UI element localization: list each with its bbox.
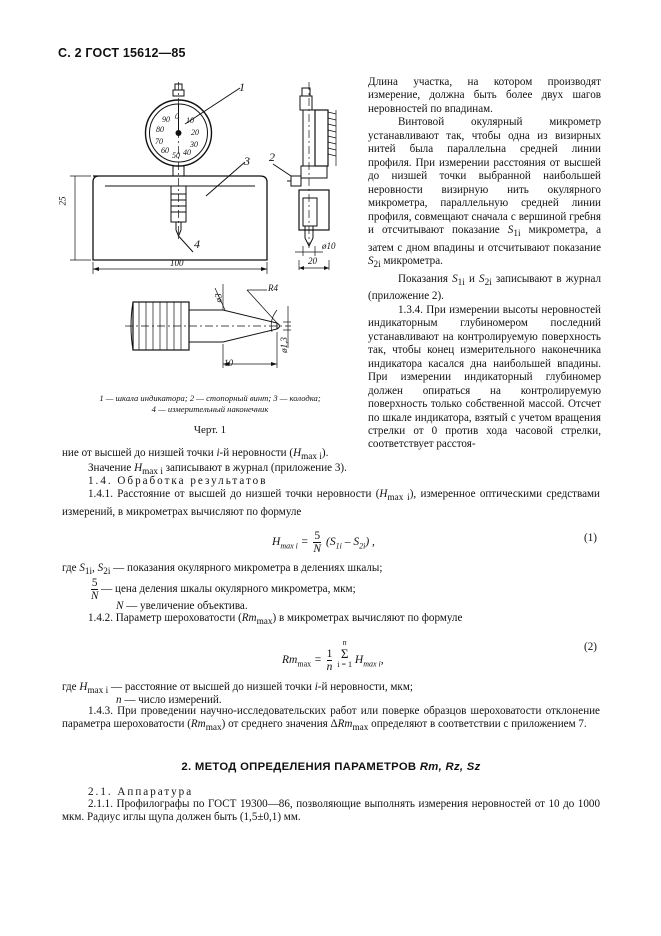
- dial-60: 60: [161, 146, 169, 155]
- dial-20: 20: [191, 128, 199, 137]
- para-readings: Показания $S_{1i}$ и $S_{2i}$ записывают в журнал (приложение 2).: [368, 272, 602, 303]
- dim-d10: ø10: [322, 241, 336, 251]
- dial-80: 80: [156, 125, 164, 134]
- para-1-4-2: 1.4.2. Параметр шероховатости $(Rm_{max})$ в микрометрах вычисляют по формуле: [88, 612, 463, 628]
- para-1-3-4: 1.3.4. При измерении высоты неровностей индикаторным глубиномером последний устанавливают на контролируемую поверхность так, чтобы конец измерительного наконечника индикатора касался дна наибольшей впадины. При измерении индикаторный глубиномер должен опираться на контролируемую поверхность только собственной массой. Отсчет по шкале индикатора, взятый с учетом вращения стрелки от 0 против хода часовой стрелки, соответствует расстоя-: [368, 303, 601, 451]
- figure-label: Черт. 1: [193, 424, 227, 436]
- dim-d3: ø3: [213, 293, 224, 303]
- line-continuation: ние от высшей до низшей точки i-й неровности $(H_{max i})$.: [62, 447, 329, 463]
- para-micrometer: Винтовой окулярный микрометр устанавливают так, чтобы одна из визирных нитей была параллельна средней линии профиля. При измерении расстояния от высшей до низшей точки выбранной наибольшей неровности визирную нить окулярного микрометра, параллельную средней линии профиля, совмещают сначала с вершиной гребня и отсчитывают показание $S_{1i}$ микрометра, а затем с дном впадины и отсчитывают показание $S_{2i}$ микрометра.: [368, 116, 601, 271]
- callout-1: 1: [239, 80, 245, 94]
- dial-0: 0: [175, 112, 179, 121]
- eq-number-1: (1): [584, 532, 597, 544]
- where-s: где $S_{1i}$, $S_{2i}$ — показания окулярного микрометра в делениях шкалы;: [62, 562, 383, 578]
- dim-10: 10: [224, 358, 233, 368]
- dim-25: 25: [57, 196, 68, 206]
- caption-line-2: 4 — измерительный наконечник: [151, 404, 269, 414]
- where-fraction: $\frac{5}{N}$ — цена деления шкалы окулярного микрометра, мкм;: [91, 577, 356, 602]
- dial-70: 70: [155, 137, 163, 146]
- figure-1-drawing: [55, 78, 365, 383]
- callout-2: 2: [269, 150, 275, 164]
- where-hmax: где $H_{max i}$ — расстояние от высшей до низшей точки i-й неровности, мкм;: [62, 681, 413, 697]
- dial-50: 50: [172, 151, 180, 160]
- callout-3: 3: [244, 154, 250, 168]
- dim-20: 20: [308, 256, 317, 266]
- heading-1-4: 1.4. Обработка результатов: [88, 475, 268, 487]
- figure-caption: [60, 393, 360, 415]
- dim-r4: R4: [268, 283, 278, 293]
- heading-2-1: 2.1. Аппаратура: [88, 786, 194, 798]
- eq-number-2: (2): [584, 641, 597, 653]
- page-header: С. 2 ГОСТ 15612—85: [58, 46, 186, 60]
- line-value-hmax: Значение $H_{max i}$ записывают в журнал (приложение 3).: [88, 462, 347, 478]
- dim-d13: ø1,3: [278, 337, 289, 353]
- section-2-title: 2. МЕТОД ОПРЕДЕЛЕНИЯ ПАРАМЕТРОВ Rm, Rz, Sz: [181, 761, 481, 773]
- where-n-count: n — число измерений.: [116, 694, 222, 706]
- para-1-4-3: 1.4.3. При проведении научно-исследовательских работ или поверке образцов шероховатости отклонение параметра шероховатости $(Rm_{max})$ от среднего значения ΔRm$_{max}$ определяют в соответствии с приложением 7.: [62, 705, 600, 734]
- caption-line-1: 1 — шкала индикатора; 2 — стопорный винт; 3 — колодка;: [99, 393, 321, 403]
- para-length: Длина участка, на котором производят измерение, должна быть более двух шагов неровностей по впадинам.: [368, 76, 601, 115]
- formula-2: $Rm_{max}$ = $\frac{1}{n}$ n Σ i = 1 $H_{max i}$,: [282, 638, 384, 673]
- para-2-1-1: 2.1.1. Профилографы по ГОСТ 19300—86, позволяющие выполнять измерения неровностей от 10 до 1000 мкм. Радиус иглы щупа должен быть (1,5±0,1) мм.: [62, 798, 600, 824]
- para-1-4-1: 1.4.1. Расстояние от высшей до низшей точки неровности $(H_{max i})$, измеренное оптическими средствами измерений, в микрометрах вычисляют по формуле: [62, 488, 600, 518]
- right-column-text: [368, 76, 601, 452]
- dial-10: 10: [186, 116, 194, 125]
- dial-30: 30: [190, 140, 198, 149]
- formula-1: $H_{max i}$ = $\frac{5}{N}$ $(S_{1i} - S_{2i})$ ,: [272, 530, 375, 555]
- callout-4: 4: [194, 237, 200, 251]
- dial-90: 90: [162, 115, 170, 124]
- where-n: N — увеличение объектива.: [116, 600, 248, 612]
- dim-100: 100: [170, 258, 184, 268]
- dial-40: 40: [183, 148, 191, 157]
